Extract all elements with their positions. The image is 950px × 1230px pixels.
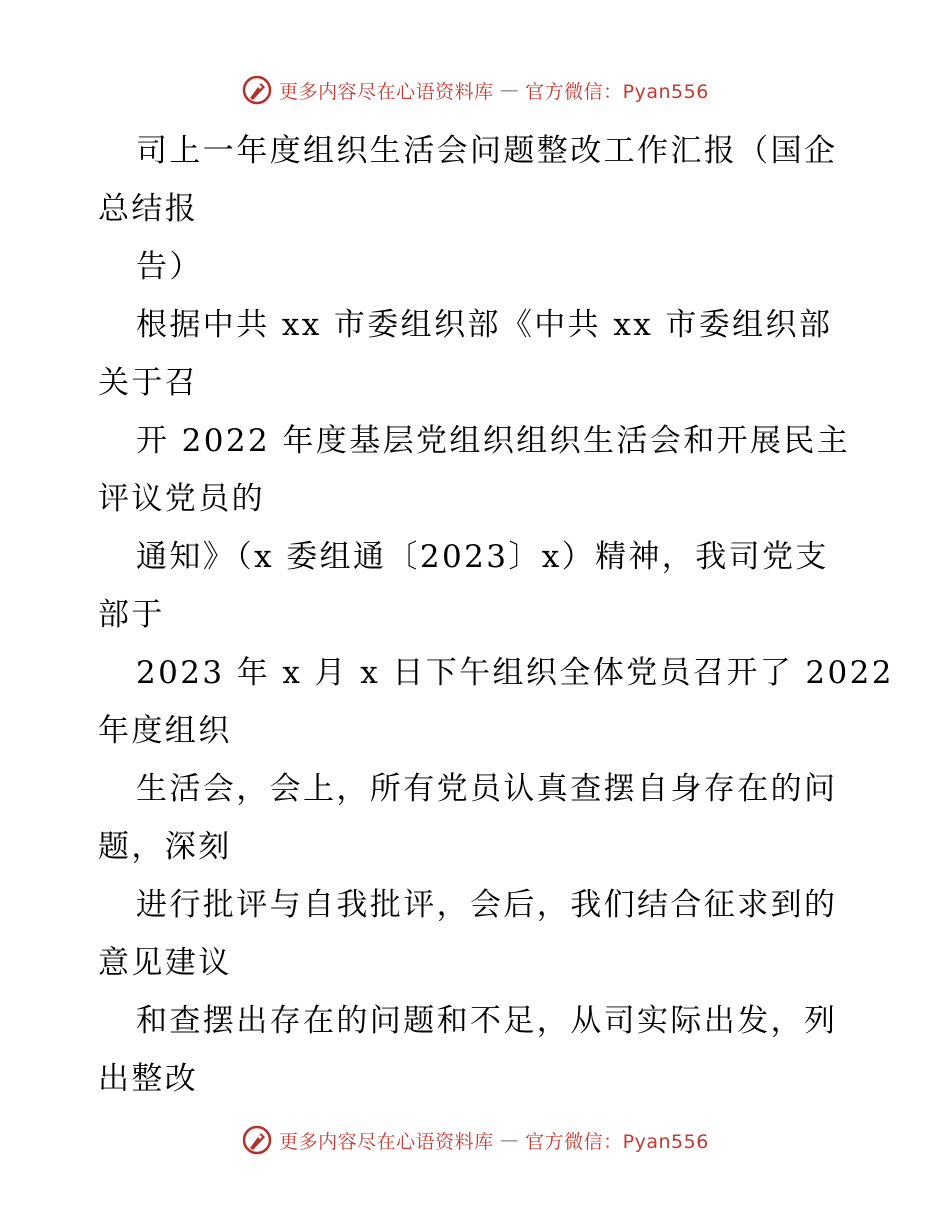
- pen-nib-logo-icon: [241, 1124, 273, 1156]
- text-line: 2023 年 x 月 x 日下午组织全体党员召开了 2022: [136, 655, 894, 691]
- footer-watermark-banner: [0, 1124, 950, 1156]
- banner-brand-text: 更多内容尽在心语资料库: [279, 1130, 494, 1153]
- banner-brand-text: 更多内容尽在心语资料库: [279, 80, 494, 103]
- pen-nib-logo-icon: [241, 74, 273, 106]
- banner-separator: —: [499, 1129, 520, 1151]
- text-line: 评议党员的: [98, 481, 265, 517]
- text-line: 告）: [136, 249, 203, 285]
- text-line: 总结报: [98, 191, 199, 227]
- text-line: 意见建议: [98, 945, 232, 981]
- text-line: 生活会，会上，所有党员认真查摆自身存在的问: [136, 771, 838, 807]
- text-line: 关于召: [98, 365, 199, 401]
- banner-wechat-text: 官方微信：Pyan556: [525, 80, 709, 103]
- header-watermark-banner: [0, 74, 950, 106]
- text-line: 出整改: [98, 1061, 199, 1097]
- text-line: 司上一年度组织生活会问题整改工作汇报（国企: [136, 133, 838, 169]
- document-body: [98, 122, 894, 1108]
- text-line: 通知》（x 委组通〔2023〕x）精神，我司党支: [136, 539, 829, 575]
- banner-wechat-text: 官方微信：Pyan556: [525, 1130, 709, 1153]
- banner-separator: —: [499, 79, 520, 101]
- text-line: 部于: [98, 597, 165, 633]
- text-line: 根据中共 xx 市委组织部《中共 xx 市委组织部: [136, 307, 833, 343]
- text-line: 和查摆出存在的问题和不足，从司实际出发，列: [136, 1003, 838, 1039]
- text-line: 开 2022 年度基层党组织组织生活会和开展民主: [136, 423, 851, 459]
- text-line: 年度组织: [98, 713, 232, 749]
- text-line: 进行批评与自我批评，会后，我们结合征求到的: [136, 887, 838, 923]
- text-line: 题，深刻: [98, 829, 232, 865]
